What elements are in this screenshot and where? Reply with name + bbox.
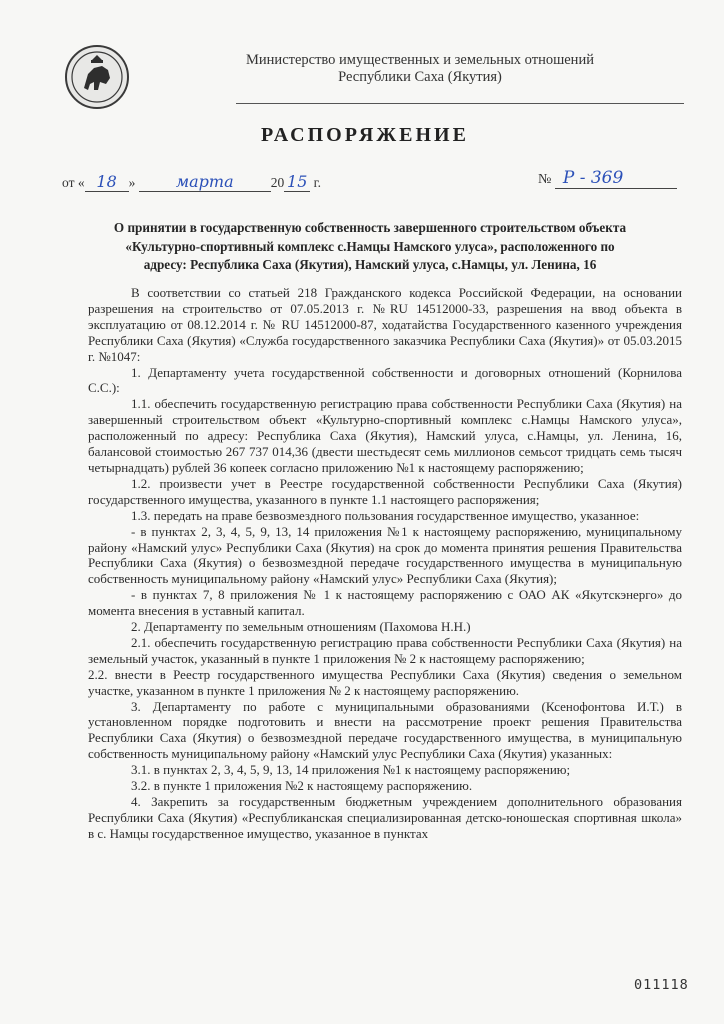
date-day-field — [85, 172, 129, 192]
footer-serial-number: 011118 — [634, 977, 689, 993]
paragraph-2-2: 2.2. внести в Реестр государственного имущества Республики Саха (Якутия) сведения о земельном участке, указанном в пункте 1 приложения № 2 к настоящему распоряжению. — [88, 666, 682, 698]
number-label: № — [538, 172, 552, 187]
paragraph-3-1: 3.1. в пунктах 2, 3, 4, 5, 9, 13, 14 приложения №1 к настоящему распоряжению; — [131, 762, 571, 778]
ministry-line-2: Республики Саха (Якутия) — [338, 69, 502, 85]
subject-line-1: О принятии в государственную собственность завершенного строительством объекта — [113, 220, 627, 235]
document-subject — [78, 219, 662, 275]
subject-line-2: «Культурно-спортивный комплекс с.Намцы Намского улуса», расположенного по — [125, 238, 615, 254]
date-year-prefix: 20 — [270, 175, 285, 190]
ministry-line-1: Министерство имущественных и земельных отношений — [246, 52, 594, 68]
number-value: Р - 369 — [562, 168, 624, 188]
document-title: РАСПОРЯЖЕНИЕ — [261, 124, 469, 146]
subject-line-3: адресу: Республика Саха (Якутия), Намский улуса, с.Намцы, ул. Ленина, 16 — [143, 257, 597, 272]
paragraph-intro: В соответствии со статьей 218 Гражданского кодекса Российской Федерации, на основании разрешения на строительство от 07.05.2013 г. №RU 14512000-33, разрешения на ввод объекта в эксплуатацию от 08.12.2014 г. № RU 14512000-87, ходатайства Государственного казенного учреждения Республики Саха (Якутия) «Служба государственного заказчика Республики Саха (Якутия)» от 05.03.2015 г. №1047: — [88, 285, 682, 364]
document-date — [62, 172, 321, 192]
date-mid: » — [128, 175, 136, 190]
paragraph-1-3-a: - в пунктах 2, 3, 4, 5, 9, 13, 14 приложения №1 к настоящему распоряжению, муниципальному району «Намский улус» Республики Саха (Якутия) на срок до момента принятия решения Правительства Республики Саха (Якутия) о безвозмездной передаче государственного имущества в муниципальную собственность муниципальному району «Намский улус» Республики Саха (Якутия); — [88, 523, 682, 587]
paragraph-4: 4. Закрепить за государственным бюджетным учреждением дополнительного образования Республики Саха (Якутия) «Республиканская специализированная детско-юношеская спортивная школа» в с. Намцы государственное имущество, указанное в пунктах — [88, 794, 682, 841]
document-number — [538, 168, 677, 189]
date-month-field — [139, 172, 271, 192]
paragraph-1-2: 1.2. произвести учет в Реестре государственной собственности Республики Саха (Якутия) государственного имущества, указанного в пункте 1.1 настоящего распоряжения; — [88, 475, 682, 507]
header-divider — [236, 103, 684, 104]
paragraph-3-2: 3.2. в пункте 1 приложения №2 к настоящему распоряжению. — [131, 778, 473, 794]
paragraph-1-1: 1.1. обеспечить государственную регистрацию права собственности Республики Саха (Якутия) на завершенный строительством объект «Культурно-спортивный комплекс с.Намцы Намского улуса», расположенный по адресу: Республика Саха (Якутия), Намский улуса, с.Намцы, ул. Ленина, 16, балансовой стоимостью 267 737 014,36 (двести шестьдесят семь миллионов семьсот тридцать семь тысяч четырнадцать) рублей 36 копеек согласно приложению №1 к настоящему распоряжению; — [88, 396, 682, 475]
date-prefix: от « — [62, 175, 85, 190]
paragraph-1-3-b: - в пунктах 7, 8 приложения № 1 к настоящему распоряжению с ОАО АК «Якутскэнерго» до момента внесения в уставный капитал. — [88, 587, 682, 619]
paragraph-2-1: 2.1. обеспечить государственную регистрацию права собственности Республики Саха (Якутия) на земельный участок, указанный в пункте 1 приложения № 2 к настоящему распоряжению; — [88, 634, 682, 666]
number-field — [555, 168, 677, 189]
date-year-suffix: 15 — [287, 172, 308, 191]
date-day: 18 — [96, 172, 117, 191]
date-year-field — [284, 172, 310, 192]
paragraph-1: 1. Департаменту учета государственной собственности и договорных отношений (Корнилова С.С.): — [88, 364, 682, 396]
paragraph-3: 3. Департаменту по работе с муниципальными образованиями (Ксенофонтова И.Т.) в установленном порядке подготовить и внести на рассмотрение проект решения Правительства Республики Саха (Якутия) о безвозмездной передаче государственного имущества, в муниципальную собственность муниципальному району «Намский улус Республики Саха (Якутия) указанных: — [88, 698, 682, 762]
paragraph-1-3: 1.3. передать на праве безвозмездного пользования государственное имущество, указанное: — [131, 507, 640, 523]
coat-of-arms-seal-icon — [64, 44, 130, 110]
date-suffix: г. — [313, 175, 321, 190]
ministry-name — [200, 52, 640, 86]
date-month: марта — [175, 172, 234, 191]
paragraph-2: 2. Департаменту по земельным отношениям (Пахомова Н.Н.) — [131, 619, 471, 635]
document-body — [88, 285, 682, 842]
